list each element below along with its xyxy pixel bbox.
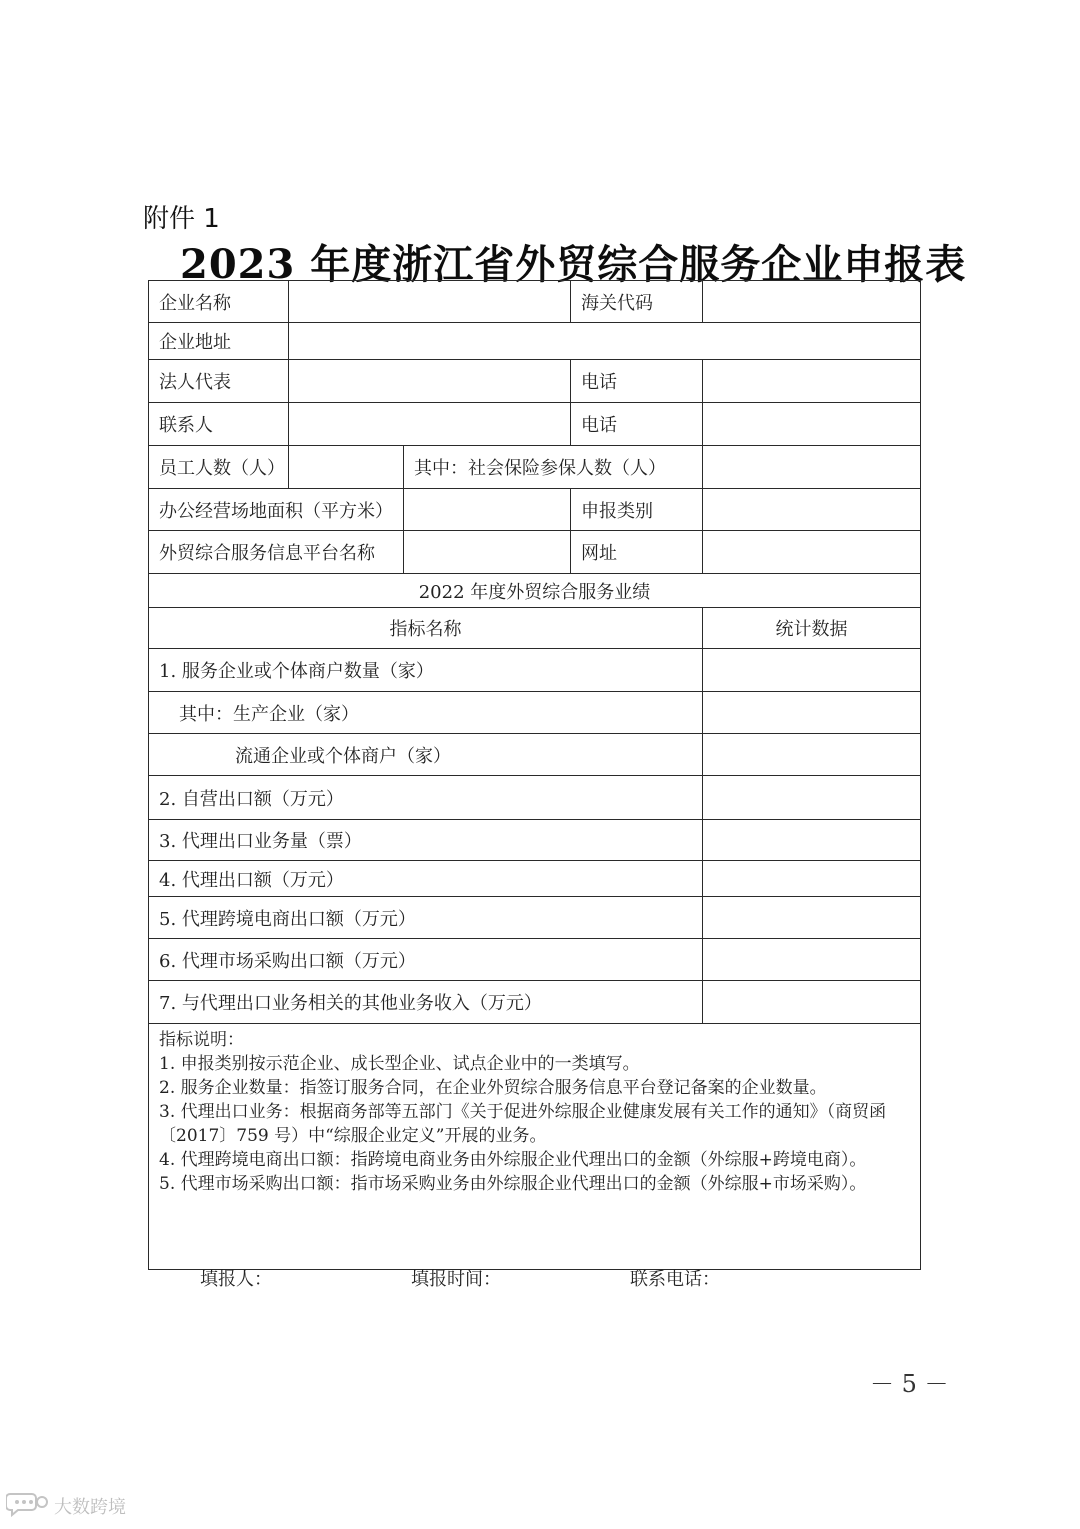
label-company-address: 企业地址 [149,323,289,360]
stats-input[interactable] [703,897,921,939]
filler-label: 填报人： [200,1269,272,1290]
input-category[interactable] [703,489,921,531]
row-office-area [149,489,921,531]
form-title: 2023 年度浙江省外贸综合服务企业申报表 [180,241,967,288]
note-item: 2. 服务企业数量：指签订服务合同，在企业外贸综合服务信息平台登记备案的企业数量。 [159,1078,827,1098]
input-legal-rep[interactable] [289,360,571,403]
label-office-area: 办公经营场地面积（平方米） [149,489,404,531]
row-contact [149,403,921,446]
notes-cell [149,1024,921,1270]
label-customs-code: 海关代码 [571,281,703,323]
input-office-area[interactable] [404,489,571,531]
label-employees: 员工人数（人） [149,446,289,489]
input-company-address[interactable] [289,323,921,360]
row-platform [149,531,921,574]
stats-input[interactable] [703,861,921,897]
attachment-label: 附件 1 [143,204,220,234]
note-item: 1. 申报类别按示范企业、成长型企业、试点企业中的一类填写。 [159,1054,640,1074]
section-title: 2022 年度外贸综合服务业绩 [149,574,921,608]
note-item: 4. 代理跨境电商出口额：指跨境电商业务由外综服企业代理出口的金额（外综服+跨境电商）。 [159,1150,867,1170]
input-phone[interactable] [703,360,921,403]
stats-input[interactable] [703,776,921,820]
col-header-indicator: 指标名称 [149,608,703,649]
input-platform-name[interactable] [404,531,571,574]
table-row [149,820,921,861]
row-employees [149,446,921,489]
indicator-label: 6. 代理市场采购出口额（万元） [149,939,703,981]
label-contact: 联系人 [149,403,289,446]
indicator-label: 流通企业或个体商户（家） [149,734,703,776]
row-company-address [149,323,921,360]
watermark [6,1492,126,1520]
application-form-table [148,280,921,1270]
note-item: 3. 代理出口业务：根据商务部等五部门《关于促进外综服企业健康发展有关工作的通知》（商贸函〔2017〕759 号）中“综服企业定义”开展的业务。 [159,1102,887,1146]
indicator-label: 1. 服务企业或个体商户数量（家） [149,649,703,692]
input-employees[interactable] [289,446,404,489]
fill-time-label: 填报时间： [411,1269,501,1290]
label-legal-rep: 法人代表 [149,360,289,403]
table-row [149,649,921,692]
row-company-name [149,281,921,323]
row-section-title [149,574,921,608]
watermark-text: 大数跨境 [54,1497,126,1518]
col-header-stats: 统计数据 [703,608,921,649]
input-phone-2[interactable] [703,403,921,446]
row-column-headers [149,608,921,649]
chat-bubble-icon [6,1491,50,1522]
label-insured: 其中：社会保险参保人数（人） [404,446,703,489]
stats-input[interactable] [703,692,921,734]
stats-input[interactable] [703,981,921,1024]
stats-input[interactable] [703,734,921,776]
table-row [149,734,921,776]
table-row [149,776,921,820]
input-customs-code[interactable] [703,281,921,323]
table-row [149,981,921,1024]
form-footer [200,1265,800,1291]
page-number: － 5 － [870,1370,949,1398]
indicator-label: 4. 代理出口额（万元） [149,861,703,897]
indicator-label: 3. 代理出口业务量（票） [149,820,703,861]
input-contact[interactable] [289,403,571,446]
input-company-name[interactable] [289,281,571,323]
stats-input[interactable] [703,820,921,861]
label-company-name: 企业名称 [149,281,289,323]
input-insured[interactable] [703,446,921,489]
input-website[interactable] [703,531,921,574]
indicator-label: 其中：生产企业（家） [149,692,703,734]
notes-heading: 指标说明： [159,1030,244,1050]
row-legal-rep [149,360,921,403]
indicator-label: 2. 自营出口额（万元） [149,776,703,820]
contact-phone-label: 联系电话： [630,1269,720,1290]
stats-input[interactable] [703,939,921,981]
label-category: 申报类别 [571,489,703,531]
row-notes [149,1024,921,1270]
indicator-label: 7. 与代理出口业务相关的其他业务收入（万元） [149,981,703,1024]
stats-input[interactable] [703,649,921,692]
table-row [149,692,921,734]
label-platform-name: 外贸综合服务信息平台名称 [149,531,404,574]
note-item: 5. 代理市场采购出口额：指市场采购业务由外综服企业代理出口的金额（外综服+市场采购）。 [159,1174,867,1194]
label-website: 网址 [571,531,703,574]
label-phone: 电话 [571,360,703,403]
table-row [149,897,921,939]
table-row [149,939,921,981]
table-row [149,861,921,897]
indicator-label: 5. 代理跨境电商出口额（万元） [149,897,703,939]
label-phone-2: 电话 [571,403,703,446]
